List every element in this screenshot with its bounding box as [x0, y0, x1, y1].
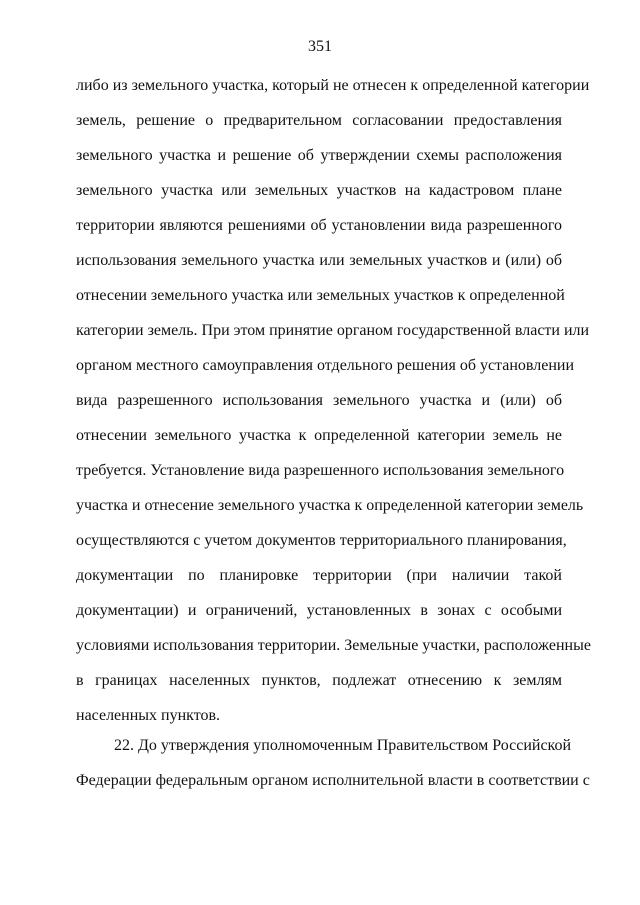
paragraph-body: [76, 76, 591, 741]
text-line: документации по планировке территории (при наличии такой: [76, 567, 562, 584]
text-line: категории земель. При этом принятие органом государственной власти или: [76, 322, 590, 339]
text-line: земельного участка и решение об утверждении схемы расположения: [76, 147, 562, 164]
text-line: 22. До утверждения уполномоченным Правительством Российской: [114, 737, 572, 754]
text-line: земельного участка или земельных участков на кадастровом плане: [76, 182, 562, 199]
text-line: Федерации федеральным органом исполнительной власти в соответствии с: [76, 772, 590, 789]
text-line: документации) и ограничений, установленных в зонах с особыми: [76, 602, 562, 619]
text-line: требуется. Установление вида разрешенного использования земельного: [76, 462, 565, 479]
text-line: земель, решение о предварительном согласовании предоставления: [76, 112, 562, 129]
text-line: отнесении земельного участка или земельных участков к определенной: [76, 287, 565, 304]
text-line: осуществляются с учетом документов территориального планирования,: [76, 532, 567, 549]
text-line: вида разрешенного использования земельного участка и (или) об: [76, 392, 562, 409]
text-line: отнесении земельного участка к определенной категории земель не: [76, 427, 562, 444]
text-line: условиями использования территории. Земельные участки, расположенные: [76, 637, 591, 654]
text-line: участка и отнесение земельного участка к определенной категории земель: [76, 497, 584, 514]
text-line: либо из земельного участка, который не отнесен к определенной категории: [76, 77, 590, 94]
text-line: в границах населенных пунктов, подлежат отнесению к землям: [76, 672, 562, 689]
text-line: использования земельного участка или земельных участков и (или) об: [76, 252, 562, 269]
page-number: 351: [308, 38, 332, 55]
paragraph-body: [76, 736, 590, 806]
text-line: территории являются решениями об установлении вида разрешенного: [76, 217, 562, 234]
text-line: населенных пунктов.: [76, 707, 221, 724]
text-line: органом местного самоуправления отдельного решения об установлении: [76, 357, 575, 374]
